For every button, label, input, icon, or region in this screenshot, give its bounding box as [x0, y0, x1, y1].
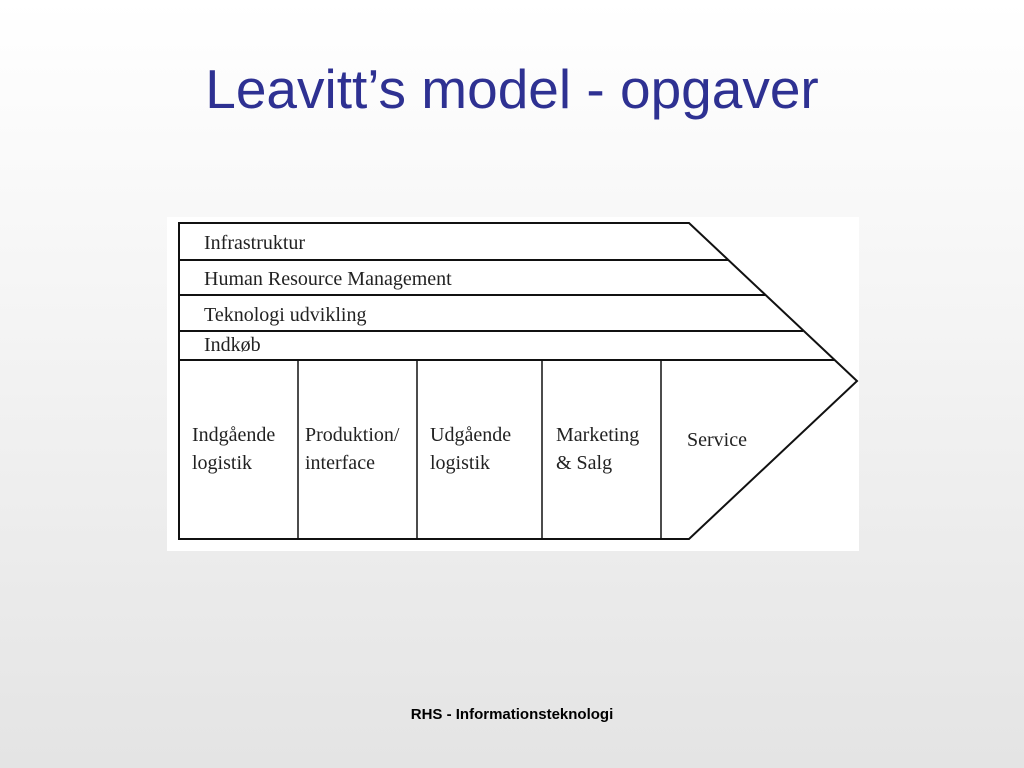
- primary-label-produktion-1: Produktion/: [305, 424, 400, 446]
- primary-label-indgaaende-2: logistik: [192, 452, 253, 474]
- slide-footer: RHS - Informationsteknologi: [410, 706, 614, 723]
- value-chain-diagram: [167, 217, 859, 551]
- primary-label-produktion-2: interface: [305, 452, 375, 474]
- primary-label-udgaaende-2: logistik: [430, 452, 491, 474]
- value-chain-svg: [167, 217, 859, 551]
- primary-label-indgaaende-1: Indgående: [192, 424, 276, 446]
- support-label-infrastruktur: Infrastruktur: [204, 232, 306, 254]
- slide-title: Leavitt’s model - opgaver: [205, 58, 819, 120]
- primary-label-service: Service: [687, 429, 747, 451]
- support-label-indkob: Indkøb: [204, 334, 261, 356]
- primary-label-marketing-2: & Salg: [556, 452, 613, 474]
- primary-label-udgaaende-1: Udgående: [430, 424, 512, 446]
- primary-label-marketing-1: Marketing: [556, 424, 640, 446]
- support-label-hrm: Human Resource Management: [204, 268, 452, 290]
- support-label-teknologi: Teknologi udvikling: [204, 304, 367, 326]
